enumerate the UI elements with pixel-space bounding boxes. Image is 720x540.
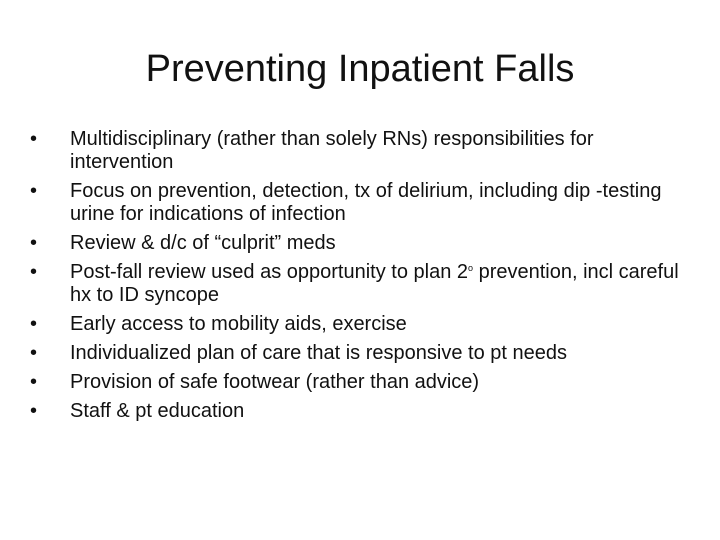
bullet-text: [70, 261, 679, 306]
bullet-item-6: [30, 342, 690, 365]
bullet-item-5: [30, 313, 690, 336]
bullet-text: Focus on prevention, detection, tx of delirium, including dip -testing urine for indications of infection: [70, 180, 662, 225]
bullet-item-4: [30, 261, 690, 307]
bullet-text-after: prevention, incl careful hx to ID syncope: [70, 261, 679, 306]
bullet-icon: •: [30, 232, 38, 254]
bullet-icon: •: [30, 371, 38, 393]
bullet-item-2: [30, 180, 690, 226]
bullet-item-3: [30, 232, 690, 255]
bullet-icon: •: [30, 400, 38, 422]
bullet-text: Staff & pt education: [70, 400, 245, 422]
bullet-text: Review & d/c of “culprit” meds: [70, 232, 336, 254]
ordinal-superscript: o: [468, 263, 474, 273]
bullet-text: Provision of safe footwear (rather than advice): [70, 371, 480, 393]
bullet-item-8: [30, 400, 690, 423]
bullet-item-1: [30, 128, 690, 174]
slide-title: Preventing Inpatient Falls: [145, 48, 575, 90]
bullet-list: [30, 128, 690, 429]
bullet-text-before: Post-fall review used as opportunity to plan 2: [70, 261, 468, 283]
bullet-icon: •: [30, 261, 38, 283]
bullet-icon: •: [30, 180, 38, 202]
bullet-text: Early access to mobility aids, exercise: [70, 313, 407, 335]
bullet-icon: •: [30, 342, 38, 364]
bullet-text: Individualized plan of care that is responsive to pt needs: [70, 342, 567, 364]
bullet-item-7: [30, 371, 690, 394]
bullet-icon: •: [30, 313, 38, 335]
bullet-icon: •: [30, 128, 38, 150]
bullet-text: Multidisciplinary (rather than solely RNs) responsibilities for intervention: [70, 128, 594, 173]
